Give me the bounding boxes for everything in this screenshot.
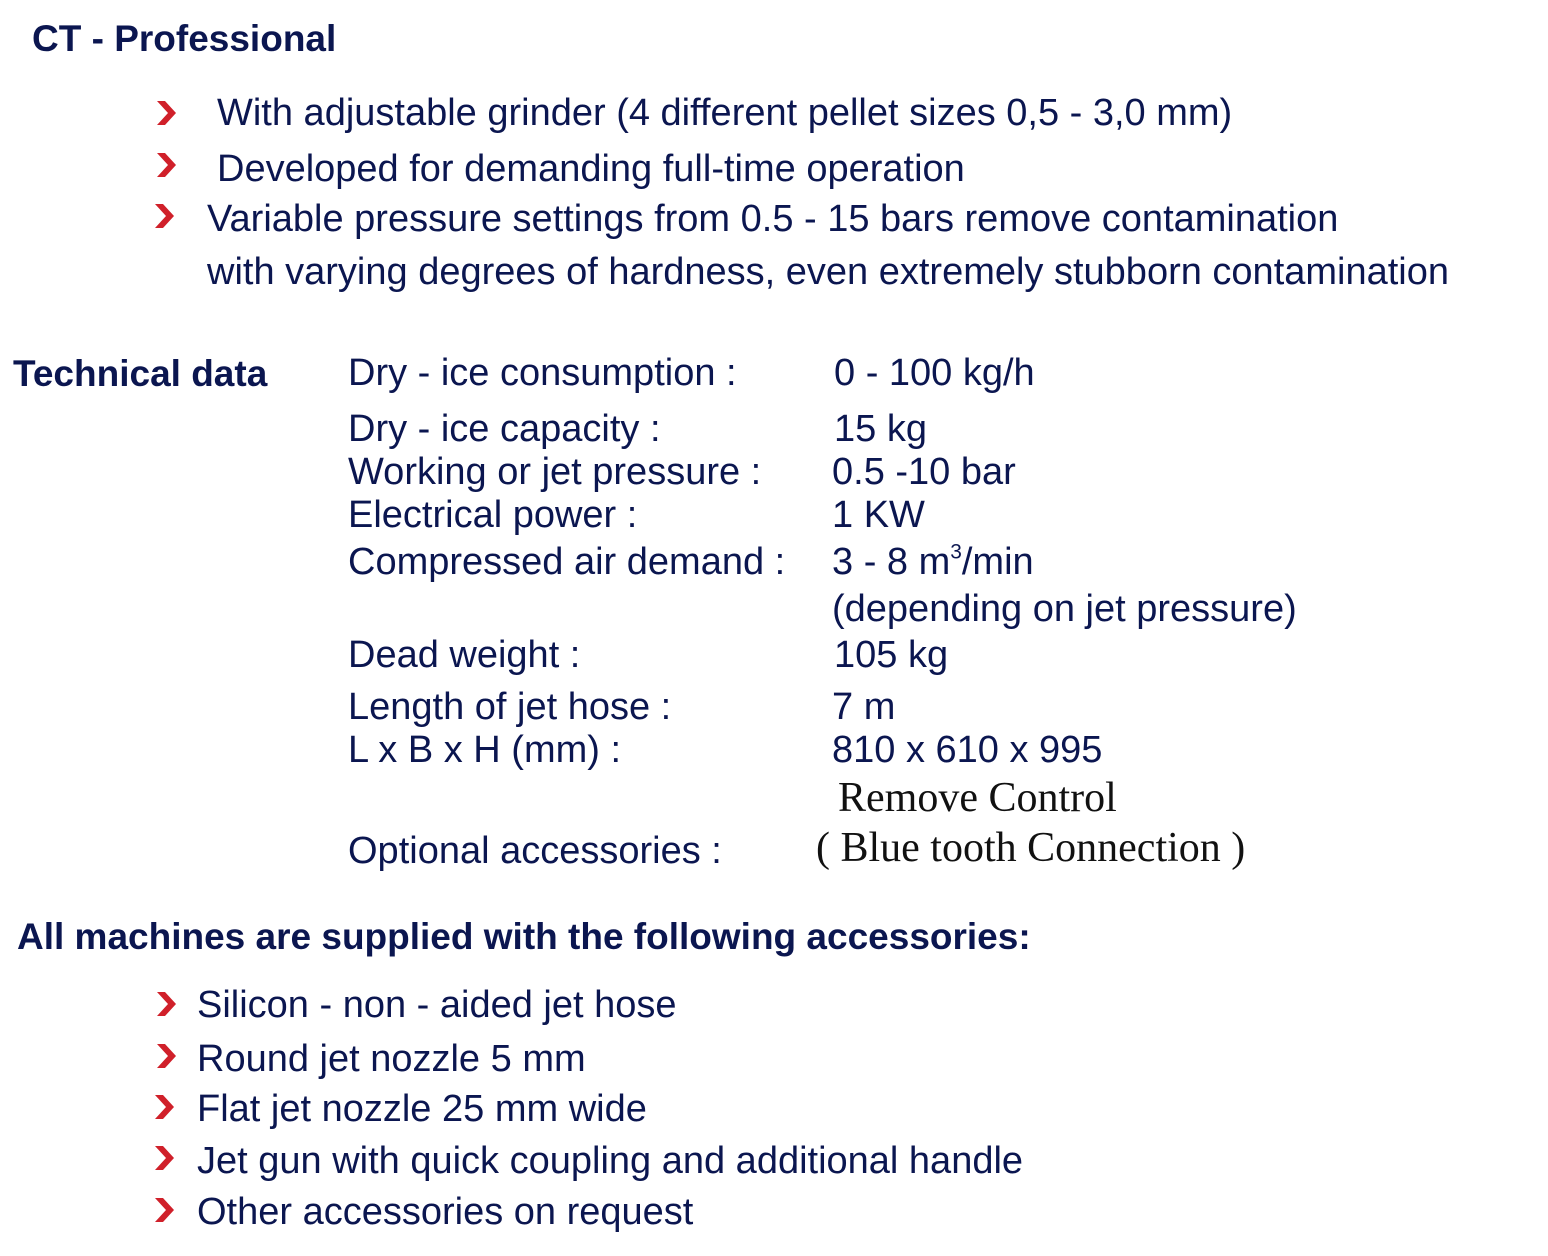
- spec-label: Dry - ice consumption :: [348, 352, 737, 394]
- spec-value-note: ( Blue tooth Connection ): [816, 825, 1246, 871]
- chevron-bullet-icon: [150, 1143, 178, 1173]
- spec-value: 810 x 610 x 995: [832, 729, 1103, 771]
- feature-item: With adjustable grinder (4 different pellet sizes 0,5 - 3,0 mm): [217, 92, 1233, 134]
- spec-label: Working or jet pressure :: [348, 451, 762, 493]
- spec-value: 7 m: [832, 686, 896, 728]
- chevron-bullet-icon: [150, 1092, 178, 1122]
- accessory-item: Silicon - non - aided jet hose: [197, 984, 677, 1026]
- spec-label: Electrical power :: [348, 494, 638, 536]
- spec-value-note: (depending on jet pressure): [832, 588, 1297, 630]
- spec-value: 105 kg: [834, 634, 949, 676]
- spec-value: 0.5 -10 bar: [832, 451, 1016, 493]
- chevron-bullet-icon: [152, 989, 180, 1019]
- page-title: CT - Professional: [32, 18, 337, 59]
- feature-item-continued: with varying degrees of hardness, even extremely stubborn contamination: [207, 251, 1450, 293]
- accessory-item: Jet gun with quick coupling and additional handle: [197, 1140, 1024, 1182]
- spec-value: 1 KW: [832, 494, 925, 536]
- feature-item: Developed for demanding full-time operation: [217, 148, 965, 190]
- spec-label: Dead weight :: [348, 634, 581, 676]
- chevron-bullet-icon: [152, 150, 180, 180]
- accessory-item: Other accessories on request: [197, 1191, 694, 1233]
- accessory-item: Flat jet nozzle 25 mm wide: [197, 1088, 647, 1130]
- spec-label: L x B x H (mm) :: [348, 729, 622, 771]
- feature-item: Variable pressure settings from 0.5 - 15 bars remove contamination: [207, 198, 1339, 240]
- accessory-item: Round jet nozzle 5 mm: [197, 1038, 586, 1080]
- accessories-heading: All machines are supplied with the following accessories:: [17, 916, 1031, 957]
- chevron-bullet-icon: [152, 1041, 180, 1071]
- chevron-bullet-icon: [150, 1195, 178, 1225]
- spec-value: Remove Control: [838, 775, 1117, 821]
- spec-label: Optional accessories :: [348, 830, 722, 872]
- technical-data-heading: Technical data: [13, 353, 268, 394]
- spec-value: 15 kg: [834, 408, 927, 450]
- chevron-bullet-icon: [152, 98, 180, 128]
- spec-label: Compressed air demand :: [348, 541, 786, 583]
- chevron-bullet-icon: [150, 201, 178, 231]
- spec-label: Dry - ice capacity :: [348, 408, 661, 450]
- spec-value: 0 - 100 kg/h: [834, 352, 1035, 394]
- spec-value: 3 - 8 $m^3/\min$: [832, 540, 1034, 583]
- spec-label: Length of jet hose :: [348, 686, 672, 728]
